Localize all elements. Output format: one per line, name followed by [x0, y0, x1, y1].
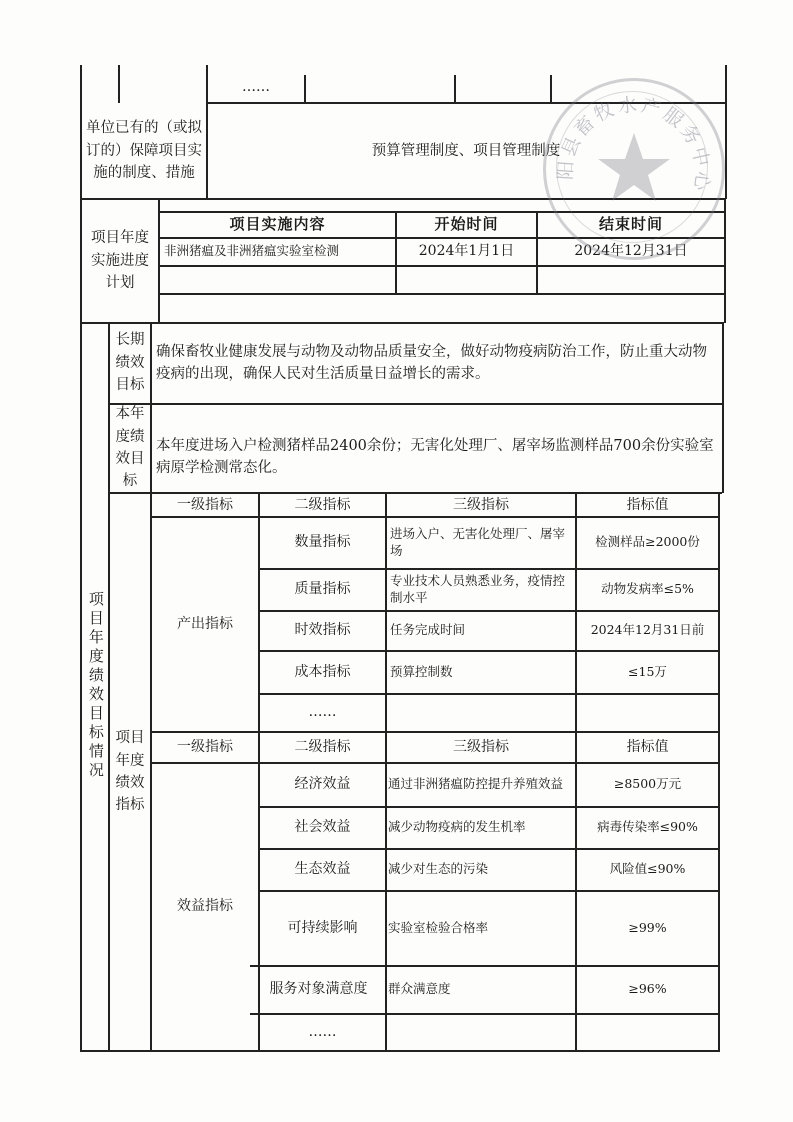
output-indicator-label: 产出指标 [177, 615, 233, 632]
output-l2-quantity: 数量指标 [294, 534, 351, 551]
benefit-l3-ecological: 减少对生态的污染 [388, 861, 489, 877]
long-term-text: 确保畜牧业健康发展与动物及动物品质量安全，做好动物疫病防治工作，防止重大动物疫病的出现，确保人民对生活质量日益增长的需求。 [156, 343, 707, 382]
benefit-l3-economic: 通过非洲猪瘟防控提升养殖效益 [388, 776, 564, 792]
schedule-row-start: 2024年1月1日 [418, 243, 515, 260]
benefit-l3-sustainability: 实验室检验合格率 [388, 919, 489, 935]
benefit-header-l1: 一级指标 [177, 738, 233, 755]
output-l3-quantity: 进场入户、无害化处理厂、屠宰场 [390, 525, 566, 558]
official-seal [543, 78, 725, 260]
benefit-value-economic: ≥8500万元 [613, 776, 682, 792]
output-l2-timeliness: 时效指标 [294, 622, 351, 639]
top-row-ellipsis: …… [242, 78, 270, 95]
output-header-l1: 一级指标 [177, 496, 233, 513]
benefit-value-sustainability: ≥99% [628, 919, 667, 935]
output-value-quality: 动物发病率≤5% [601, 581, 694, 597]
output-value-cost: ≤15万 [628, 663, 667, 679]
annual-goal-text: 本年度进场入户检测猪样品2400余份；无害化处理厂、屠宰场监测样品700余份实验室病原学检测常态化。 [156, 438, 714, 477]
benefit-header-l3: 三级指标 [453, 738, 509, 755]
schedule-header-start: 开始时间 [434, 214, 499, 233]
output-l2-quality: 质量指标 [294, 581, 351, 598]
indicator-label: 项目年度绩效指标 [115, 730, 145, 814]
output-header-l3: 三级指标 [453, 496, 509, 513]
schedule-header-end: 结束时间 [598, 214, 663, 233]
output-header-l2: 二级指标 [294, 496, 351, 513]
benefit-value-ecological: 风险值≤90% [609, 861, 686, 877]
benefit-l2-ecological: 生态效益 [294, 861, 351, 878]
benefit-value-social: 病毒传染率≤90% [597, 819, 698, 835]
benefit-l2-sustainability: 可持续影响 [287, 919, 358, 936]
output-l3-cost: 预算控制数 [390, 663, 453, 679]
performance-section-label: 项目年度绩效目标情况 [86, 591, 105, 781]
benefit-l3-satisfaction: 群众满意度 [388, 981, 451, 997]
seal-text: 阳县畜牧水产服务中心 [554, 93, 714, 195]
annual-goal-label: 本年度绩效目标 [115, 406, 145, 490]
output-header-value: 指标值 [626, 496, 669, 513]
output-l2-ellipsis: …… [308, 704, 337, 721]
benefit-l2-satisfaction: 服务对象满意度 [269, 981, 368, 998]
benefit-header-l2: 二级指标 [294, 738, 351, 755]
benefit-value-satisfaction: ≥96% [628, 981, 667, 997]
long-term-label: 长期绩效目标 [115, 332, 145, 394]
output-l2-cost: 成本指标 [294, 663, 351, 680]
benefit-l2-ellipsis: …… [308, 1023, 337, 1040]
benefit-l3-social: 减少动物疫病的发生机率 [388, 819, 526, 835]
benefit-l2-economic: 经济效益 [294, 776, 351, 793]
benefit-l2-social: 社会效益 [294, 819, 351, 836]
benefit-header-value: 指标值 [626, 738, 669, 755]
star-icon [546, 81, 722, 257]
safeguards-value: 预算管理制度、项目管理制度 [371, 142, 561, 159]
output-value-quantity: 检测样品≥2000份 [595, 534, 700, 550]
output-l3-quality: 专业技术人员熟悉业务，疫情控制水平 [390, 572, 566, 605]
safeguards-label: 单位已有的（或拟订的）保障项目实施的制度、措施 [86, 120, 202, 182]
benefit-indicator-label: 效益指标 [177, 898, 233, 915]
schedule-header-content: 项目实施内容 [229, 214, 326, 233]
schedule-row-content: 非洲猪瘟及非洲猪瘟实验室检测 [164, 243, 340, 259]
schedule-row-end: 2024年12月31日 [574, 243, 688, 260]
output-value-timeliness: 2024年12月31日前 [590, 622, 705, 638]
schedule-label: 项目年度实施进度计划 [91, 230, 149, 292]
output-l3-timeliness: 任务完成时间 [390, 622, 466, 638]
